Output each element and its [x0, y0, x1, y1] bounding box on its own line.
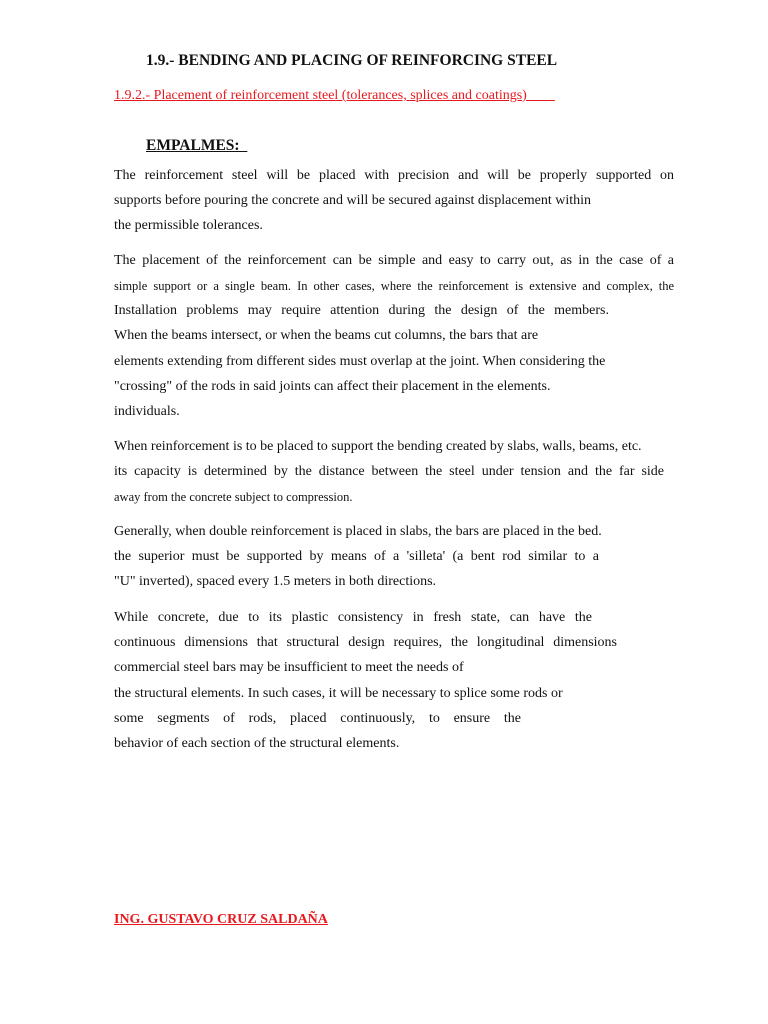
paragraph-3-line-2: its capacity is determined by the distance between the steel under tension and the far side — [114, 464, 664, 479]
paragraph-3-line-1: When reinforcement is to be placed to support the bending created by slabs, walls, beams, etc. — [114, 439, 642, 454]
paragraph-4-line-2: the superior must be supported by means of a 'silleta' (a bent rod similar to a — [114, 549, 599, 564]
paragraph-4-line-1: Generally, when double reinforcement is placed in slabs, the bars are placed in the bed. — [114, 524, 602, 539]
paragraph-3-line-3: away from the concrete subject to compression. — [114, 490, 353, 504]
paragraph-2-line-3: Installation problems may require attention during the design of the members. — [114, 303, 609, 318]
paragraph-1-line-2: supports before pouring the concrete and will be secured against displacement within — [114, 193, 592, 208]
paragraph-5-line-6: behavior of each section of the structural elements. — [114, 736, 400, 751]
paragraph-1-line-3: the permissible tolerances. — [114, 218, 263, 233]
section-heading-text: EMPALMES: — [146, 137, 248, 154]
paragraph-5-line-5: some segments of rods, placed continuously, to ensure the — [114, 711, 521, 726]
paragraph-5-line-2: continuous dimensions that structural design requires, the longitudinal dimensions — [114, 635, 617, 650]
document-subtitle: 1.9.2.- Placement of reinforcement steel (tolerances, splices and coatings) — [114, 88, 555, 103]
document-title: 1.9.- BENDING AND PLACING OF REINFORCING STEEL — [146, 52, 558, 69]
paragraph-2-line-5: elements extending from different sides must overlap at the joint. When considering the — [114, 354, 606, 369]
paragraph-5-line-4: the structural elements. In such cases, it will be necessary to splice some rods or — [114, 686, 563, 701]
author-signature: ING. GUSTAVO CRUZ SALDAÑA — [114, 912, 328, 927]
paragraph-2-line-1: The placement of the reinforcement can be simple and easy to carry out, as in the case of a — [114, 253, 674, 268]
paragraph-2-line-7: individuals. — [114, 404, 180, 419]
paragraph-2-line-2: simple support or a single beam. In other cases, where the reinforcement is extensive and complex, the — [114, 279, 674, 293]
paragraph-5-line-3: commercial steel bars may be insufficient to meet the needs of — [114, 660, 464, 675]
paragraph-2-line-4: When the beams intersect, or when the beams cut columns, the bars that are — [114, 328, 539, 343]
paragraph-1-line-1: The reinforcement steel will be placed with precision and will be properly supported on — [114, 168, 674, 183]
section-heading — [140, 137, 247, 155]
paragraph-2-line-6: "crossing" of the rods in said joints can affect their placement in the elements. — [114, 379, 551, 394]
paragraph-4-line-3: "U" inverted), spaced every 1.5 meters in both directions. — [114, 574, 437, 589]
paragraph-5-line-1: While concrete, due to its plastic consistency in fresh state, can have the — [114, 610, 592, 625]
